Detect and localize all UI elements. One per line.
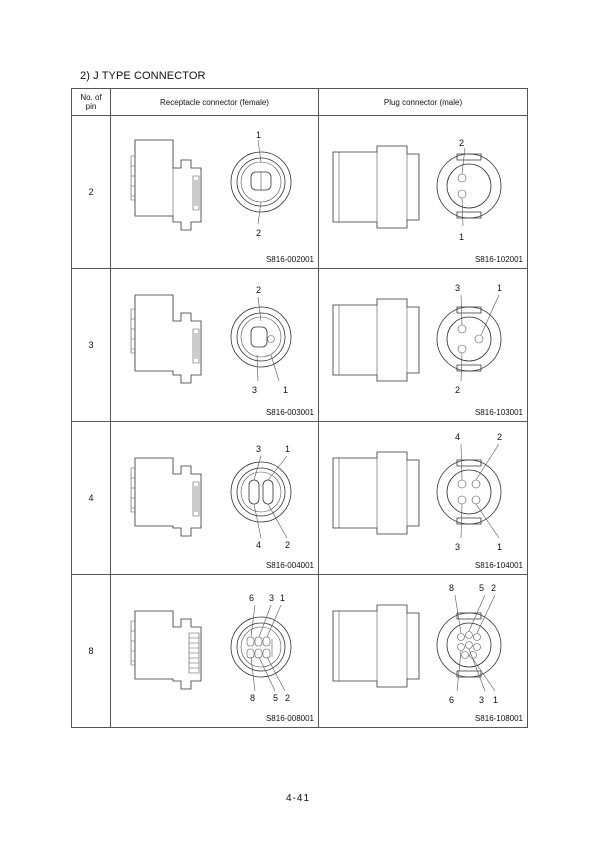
plug-pin-label: 1 xyxy=(459,232,465,242)
plug-8pin-drawing xyxy=(319,575,528,727)
part-code: S816-102001 xyxy=(474,255,523,264)
plug-4pin-drawing xyxy=(319,422,528,574)
plug-pin-label: 1 xyxy=(493,695,499,705)
plug-pin-label: 2 xyxy=(459,138,465,148)
receptacle-pin-label: 2 xyxy=(285,540,291,550)
receptacle-pin-label: 4 xyxy=(256,540,262,550)
plug-side-view xyxy=(333,299,419,381)
page-number: 4-41 xyxy=(285,793,310,804)
receptacle-side-view xyxy=(131,611,201,689)
receptacle-pin-label: 1 xyxy=(256,130,262,140)
plug-pin-label: 3 xyxy=(479,695,485,705)
plug-pin-label: 6 xyxy=(449,695,455,705)
header-no-of-pin xyxy=(72,89,111,116)
receptacle-pin-label: 2 xyxy=(256,285,262,295)
plug-pin-label: 2 xyxy=(497,432,503,442)
receptacle-cell xyxy=(111,269,319,422)
pin-count: 2 xyxy=(72,116,111,269)
pin-count: 3 xyxy=(72,269,111,422)
plug-pin-label: 1 xyxy=(497,283,503,293)
receptacle-cell xyxy=(111,575,319,728)
plug-cell xyxy=(319,269,528,422)
header-pin-label: No. of pin xyxy=(80,93,102,111)
part-code: S816-003001 xyxy=(265,408,314,417)
section-title: 2) J TYPE CONNECTOR xyxy=(80,70,206,82)
plug-side-view xyxy=(333,452,419,534)
table-row xyxy=(72,575,528,728)
receptacle-pin-label: 1 xyxy=(280,593,286,603)
header-plug: Plug connector (male) xyxy=(319,89,528,116)
receptacle-face-view xyxy=(231,140,291,224)
receptacle-pin-label: 6 xyxy=(249,593,255,603)
receptacle-pin-label: 3 xyxy=(256,444,262,454)
receptacle-face-view xyxy=(231,297,291,381)
plug-pin-label: 5 xyxy=(479,583,485,593)
receptacle-side-view xyxy=(131,295,201,383)
connector-table xyxy=(71,88,528,728)
plug-face-view xyxy=(437,444,501,538)
receptacle-3pin-drawing xyxy=(111,269,319,421)
pin-count: 8 xyxy=(72,575,111,728)
receptacle-cell xyxy=(111,422,319,575)
receptacle-4pin-drawing xyxy=(111,422,319,574)
plug-pin-label: 2 xyxy=(455,385,461,395)
receptacle-pin-label: 3 xyxy=(269,593,275,603)
receptacle-face-view xyxy=(231,605,291,691)
plug-cell xyxy=(319,422,528,575)
receptacle-side-view xyxy=(131,140,201,230)
plug-face-view xyxy=(437,595,501,691)
part-code: S816-004001 xyxy=(265,561,314,570)
receptacle-pin-label: 8 xyxy=(250,693,256,703)
receptacle-face-view xyxy=(231,456,291,538)
plug-pin-label: 2 xyxy=(491,583,497,593)
header-receptacle: Receptacle connector (female) xyxy=(111,89,319,116)
receptacle-pin-label: 1 xyxy=(283,385,289,395)
plug-pin-label: 8 xyxy=(449,583,455,593)
receptacle-cell xyxy=(111,116,319,269)
table-row xyxy=(72,269,528,422)
receptacle-8pin-drawing xyxy=(111,575,319,727)
receptacle-2pin-drawing xyxy=(111,116,319,268)
plug-side-view xyxy=(333,605,419,687)
plug-2pin-drawing xyxy=(319,116,528,268)
table-header-row xyxy=(72,89,528,116)
plug-pin-label: 4 xyxy=(455,432,461,442)
receptacle-pin-label: 3 xyxy=(252,385,258,395)
plug-3pin-drawing xyxy=(319,269,528,421)
plug-cell xyxy=(319,116,528,269)
receptacle-side-view xyxy=(131,458,201,536)
receptacle-pin-label: 2 xyxy=(256,228,262,238)
plug-side-view xyxy=(333,146,419,228)
part-code: S816-002001 xyxy=(265,255,314,264)
receptacle-pin-label: 2 xyxy=(285,693,291,703)
plug-pin-label: 3 xyxy=(455,542,461,552)
plug-face-view xyxy=(437,295,501,381)
plug-pin-label: 1 xyxy=(497,542,503,552)
part-code: S816-103001 xyxy=(474,408,523,417)
table-row xyxy=(72,422,528,575)
part-code: S816-008001 xyxy=(265,714,314,723)
receptacle-pin-label: 5 xyxy=(273,693,279,703)
receptacle-pin-label: 1 xyxy=(285,444,291,454)
plug-face-view xyxy=(437,148,501,226)
plug-pin-label: 3 xyxy=(455,283,461,293)
pin-count: 4 xyxy=(72,422,111,575)
part-code: S816-108001 xyxy=(474,714,523,723)
table-row xyxy=(72,116,528,269)
plug-cell xyxy=(319,575,528,728)
part-code: S816-104001 xyxy=(474,561,523,570)
